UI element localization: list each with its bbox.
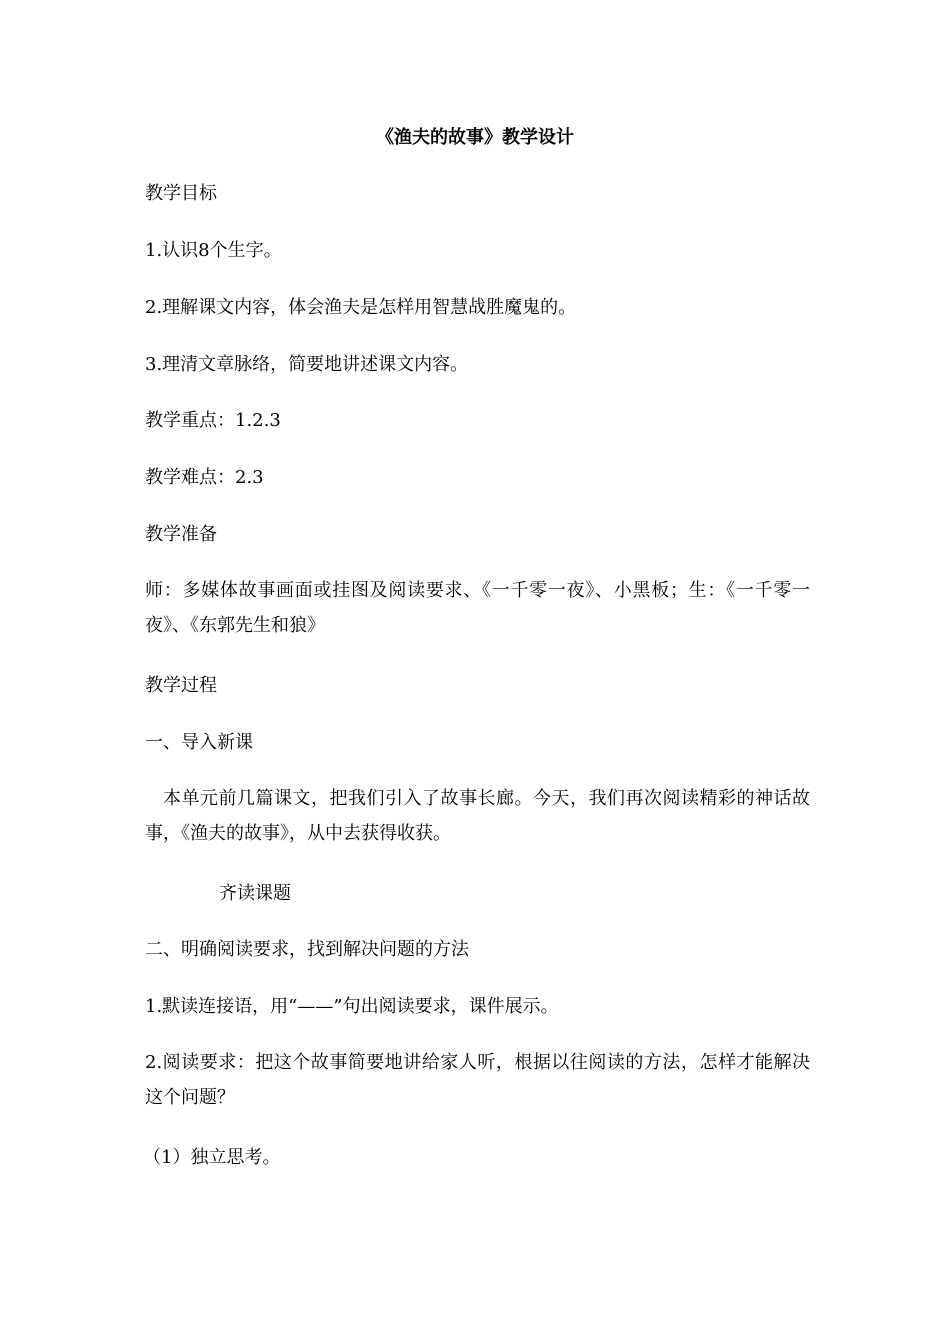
step-item-2: 2.阅读要求：把这个故事简要地讲给家人听，根据以往阅读的方法，怎样才能解决这个问题？ — [145, 1052, 810, 1108]
key-points: 教学重点：1.2.3 — [145, 410, 281, 431]
goals-heading: 教学目标 — [145, 183, 217, 204]
prep-heading: 教学准备 — [145, 524, 217, 545]
process-heading: 教学过程 — [145, 675, 217, 696]
difficult-points: 教学难点：2.3 — [145, 467, 264, 488]
step-item-1: 1.默读连接语，用“——”句出阅读要求，课件展示。 — [145, 996, 559, 1017]
step-item-2-1: （1）独立思考。 — [143, 1147, 281, 1168]
document-title: 《渔夫的故事》教学设计 — [376, 127, 574, 148]
section-1-heading: 一、导入新课 — [145, 732, 253, 753]
goal-item-2: 2.理解课文内容，体会渔夫是怎样用智慧战胜魔鬼的。 — [145, 297, 577, 318]
goal-item-1: 1.认识8个生字。 — [145, 240, 282, 261]
section-2-heading: 二、明确阅读要求，找到解决问题的方法 — [145, 939, 469, 960]
goal-item-3: 3.理清文章脉络，简要地讲述课文内容。 — [145, 354, 469, 375]
section-1-text: 本单元前几篇课文，把我们引入了故事长廊。今天，我们再次阅读精彩的神话故事，《渔夫的故事》，从中去获得收获。 — [145, 788, 810, 844]
read-title-line: 齐读课题 — [219, 883, 291, 904]
prep-text: 师：多媒体故事画面或挂图及阅读要求、《一千零一夜》、小黑板；生：《一千零一夜》、《东郭先生和狼》 — [145, 580, 810, 636]
